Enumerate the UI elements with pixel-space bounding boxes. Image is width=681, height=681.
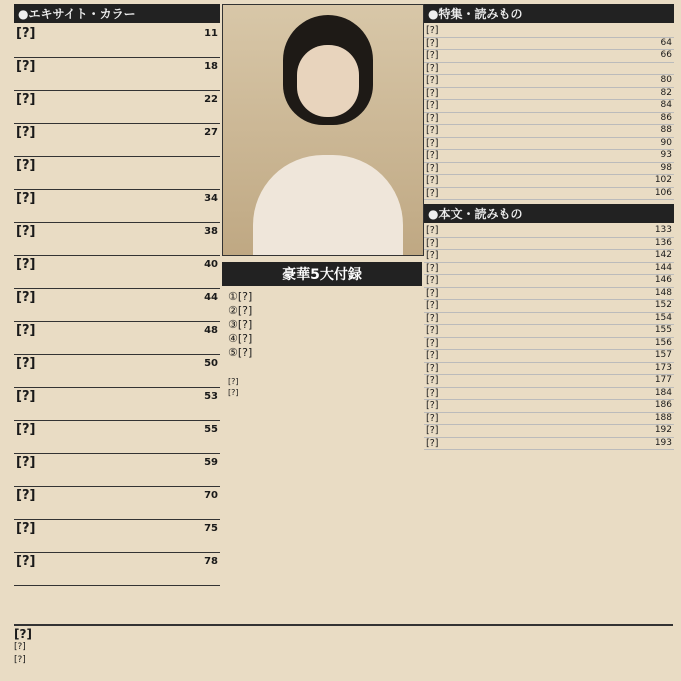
toc-entry xyxy=(424,50,674,63)
toc-entry xyxy=(424,63,674,76)
toc-entry xyxy=(424,300,674,313)
toc-entry xyxy=(424,350,674,363)
credit-line: [?] xyxy=(228,377,239,386)
toc-entry xyxy=(14,223,220,256)
page-number: 177 xyxy=(654,375,672,385)
toc-entry xyxy=(424,25,674,38)
supplement-item: ①[?] xyxy=(228,290,253,303)
toc-entry xyxy=(14,289,220,322)
toc-entry xyxy=(424,150,674,163)
entry-title: [?] xyxy=(16,554,36,569)
page-number: 106 xyxy=(654,187,672,198)
entry-title: [?] xyxy=(16,422,36,437)
page-number: 34 xyxy=(204,193,218,204)
toc-entry xyxy=(424,413,674,426)
entry-title: [?] xyxy=(426,237,439,249)
entry-title: [?] xyxy=(16,26,36,41)
page-number: 40 xyxy=(204,259,218,270)
toc-entry xyxy=(424,175,674,188)
entry-title: [?] xyxy=(426,312,439,324)
toc-entry xyxy=(14,58,220,91)
page-number: 64 xyxy=(660,37,672,48)
entry-title: [?] xyxy=(16,257,36,272)
toc-entry xyxy=(14,25,220,58)
page-number: 66 xyxy=(660,50,672,60)
toc-entry xyxy=(424,325,674,338)
photo-credits xyxy=(222,370,422,404)
entry-title: [?] xyxy=(426,25,439,36)
entry-title: [?] xyxy=(426,62,439,74)
page-number: 44 xyxy=(204,292,218,303)
toc-entry xyxy=(424,425,674,438)
toc-entry xyxy=(424,400,674,413)
entry-title: [?] xyxy=(16,158,36,173)
entry-title: [?] xyxy=(16,125,36,140)
page-number: 173 xyxy=(654,362,672,373)
page-number: 102 xyxy=(654,175,672,185)
page-number: 157 xyxy=(654,350,672,360)
page-number: 156 xyxy=(654,337,672,348)
page-number: 93 xyxy=(660,150,672,160)
toc-entry xyxy=(14,454,220,487)
toc-entry xyxy=(14,124,220,157)
toc-entry xyxy=(424,38,674,51)
page-number: 193 xyxy=(654,437,672,448)
left-column xyxy=(14,4,220,586)
toc-entry xyxy=(14,553,220,586)
right-column xyxy=(424,4,674,450)
page-number: 188 xyxy=(654,412,672,423)
entry-title: [?] xyxy=(426,337,439,349)
page-number: 142 xyxy=(654,250,672,260)
entry-title: [?] xyxy=(426,437,439,449)
toc-entry xyxy=(14,355,220,388)
entry-title: [?] xyxy=(16,356,36,371)
entry-title: [?] xyxy=(426,50,439,61)
entry-title: [?] xyxy=(16,92,36,107)
footer xyxy=(14,624,673,667)
toc-entry xyxy=(424,125,674,138)
page-number: 148 xyxy=(654,287,672,298)
toc-entry xyxy=(14,190,220,223)
entry-title: [?] xyxy=(16,389,36,404)
toc-entry xyxy=(14,322,220,355)
supplement-item: ⑤[?] xyxy=(228,346,253,359)
page-number: 53 xyxy=(204,391,218,402)
footer-line: [?] xyxy=(14,655,26,665)
page-number: 82 xyxy=(660,87,672,98)
toc-entry xyxy=(424,100,674,113)
entry-title: [?] xyxy=(426,400,439,411)
middle-column xyxy=(222,4,422,404)
page-number: 50 xyxy=(204,358,218,369)
toc-entry xyxy=(424,88,674,101)
entry-title: [?] xyxy=(426,275,439,286)
page-number: 75 xyxy=(204,523,218,534)
toc-entry xyxy=(424,225,674,238)
page-number: 55 xyxy=(204,424,218,435)
page-number: 155 xyxy=(654,325,672,335)
toc-entry xyxy=(424,113,674,126)
toc-entry xyxy=(424,275,674,288)
toc-entry xyxy=(424,263,674,276)
page-number: 133 xyxy=(654,225,672,235)
entry-title: [?] xyxy=(16,191,36,206)
page-number: 154 xyxy=(654,312,672,323)
page-number: 78 xyxy=(204,556,218,567)
entry-title: [?] xyxy=(426,412,439,424)
toc-entry xyxy=(424,438,674,451)
page-number: 146 xyxy=(654,275,672,285)
entry-title: [?] xyxy=(426,425,439,436)
page-number: 192 xyxy=(654,425,672,435)
supplement-list xyxy=(222,286,422,364)
entry-title: [?] xyxy=(426,75,439,86)
entry-title: [?] xyxy=(426,100,439,111)
supplement-item: ②[?] xyxy=(228,304,253,317)
entry-title: [?] xyxy=(426,362,439,374)
credit-line: [?] xyxy=(228,388,239,397)
page-number: 184 xyxy=(654,387,672,398)
entry-title: [?] xyxy=(426,162,439,174)
toc-entry xyxy=(424,363,674,376)
toc-entry xyxy=(14,421,220,454)
page-number: 38 xyxy=(204,226,218,237)
entry-title: [?] xyxy=(426,350,439,361)
section-header: ●特集・読みもの xyxy=(424,4,674,23)
page-number: 80 xyxy=(660,75,672,85)
entry-title: [?] xyxy=(426,150,439,161)
entry-title: [?] xyxy=(426,250,439,261)
entry-title: [?] xyxy=(426,300,439,311)
entry-title: [?] xyxy=(426,225,439,236)
entry-title: [?] xyxy=(16,521,36,536)
entry-title: [?] xyxy=(426,137,439,149)
cover-photo xyxy=(222,4,424,256)
entry-title: [?] xyxy=(426,175,439,186)
toc-entry xyxy=(424,250,674,263)
entry-title: [?] xyxy=(426,87,439,99)
page-number: 84 xyxy=(660,100,672,110)
toc-entry xyxy=(14,91,220,124)
page-number: 59 xyxy=(204,457,218,468)
supplement-header: 豪華5大付録 xyxy=(222,262,422,286)
page-number: 27 xyxy=(204,127,218,138)
page-number: 98 xyxy=(660,162,672,173)
toc-entry xyxy=(424,138,674,151)
page-number: 11 xyxy=(204,28,218,39)
toc-entry xyxy=(424,163,674,176)
toc-entry xyxy=(14,256,220,289)
supplement-item: ③[?] xyxy=(228,318,253,331)
footer-line: [?] xyxy=(14,642,26,652)
entry-title: [?] xyxy=(426,112,439,124)
toc-entry xyxy=(14,520,220,553)
page-number: 22 xyxy=(204,94,218,105)
page-number: 48 xyxy=(204,325,218,336)
entry-title: [?] xyxy=(16,290,36,305)
entry-title: [?] xyxy=(426,37,439,49)
toc-entry xyxy=(424,338,674,351)
entry-title: [?] xyxy=(426,287,439,299)
page-number: 144 xyxy=(654,262,672,273)
toc-entry xyxy=(424,188,674,201)
toc-entry xyxy=(14,388,220,421)
page-number: 86 xyxy=(660,112,672,123)
toc-entry xyxy=(424,375,674,388)
entry-title: [?] xyxy=(426,375,439,386)
entry-title: [?] xyxy=(16,323,36,338)
toc-entry xyxy=(424,313,674,326)
entry-title: [?] xyxy=(426,387,439,399)
entry-title: [?] xyxy=(426,262,439,274)
entry-title: [?] xyxy=(16,59,36,74)
page-number: 136 xyxy=(654,237,672,248)
entry-title: [?] xyxy=(16,488,36,503)
toc-entry xyxy=(424,238,674,251)
entry-title: [?] xyxy=(16,224,36,239)
toc-entry xyxy=(424,388,674,401)
section-header: ●本文・読みもの xyxy=(424,204,674,223)
entry-title: [?] xyxy=(426,125,439,136)
entry-title: [?] xyxy=(426,187,439,199)
entry-title: [?] xyxy=(16,455,36,470)
page-number: 90 xyxy=(660,137,672,148)
page-number: 88 xyxy=(660,125,672,135)
footer-line: [?] xyxy=(14,627,32,641)
page-number: 18 xyxy=(204,61,218,72)
toc-entry xyxy=(424,75,674,88)
page-number: 152 xyxy=(654,300,672,310)
entry-title: [?] xyxy=(426,325,439,336)
toc-entry xyxy=(424,288,674,301)
page-number: 70 xyxy=(204,490,218,501)
section-header: ●エキサイト・カラー xyxy=(14,4,220,23)
toc-entry xyxy=(14,487,220,520)
page-number: 186 xyxy=(654,400,672,410)
supplement-item: ④[?] xyxy=(228,332,253,345)
toc-entry xyxy=(14,157,220,190)
